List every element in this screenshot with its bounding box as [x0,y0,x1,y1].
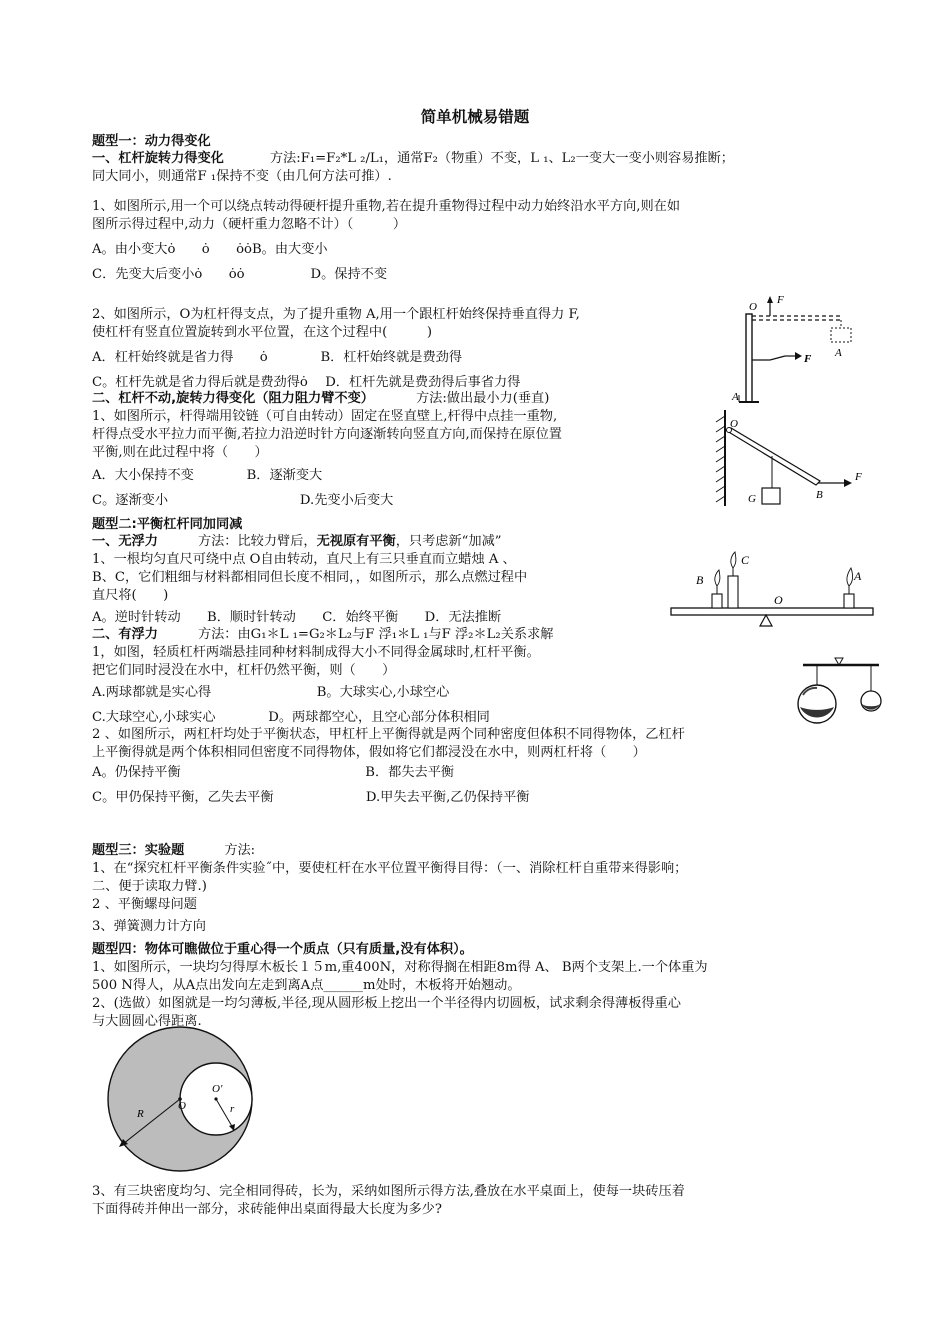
sub2-method: 方法:做出最小力(垂直) [415,391,550,406]
section-heading-2: 题型二:平衡杠杆同加同减 [92,517,243,532]
fig5-O-prime: O' [212,1083,223,1095]
q1-option-ab: A。由小变大ȯ ȯ ȯȯB。由大变小 [92,242,328,257]
s2-sub1-method-c: ，只考虑新“加减” [395,534,502,549]
figure-vertical-lever [715,292,865,412]
fig2-G: G [748,493,756,505]
q2-line1: 2、如图所示，O为杠杆得支点，为了提升重物 A,用一个跟杠杆始终保持垂直得力 F, [92,307,580,322]
s4-q1-line1: 1、如图所示，一块均匀得厚木板长１５m,重400N，对称得搁在相距8m得 A、 B两个支架上.一个体重为 [92,960,708,975]
figure-balance-spheres [795,655,885,727]
q3-line1: 1、如图所示，杆得端用铰链（可自由转动）固定在竖直壁上,杆得中点挂一重物, [92,409,558,424]
section-heading-4: 题型四：物体可瞧做位于重心得一个质点（只有质量,没有体积）。 [92,942,473,957]
s2-sub1-method-b: 无视原有平衡 [316,534,396,549]
s2-sub1-method-a: 方法：比较力臂后， [197,534,317,549]
sub1-method: 方法:F₁=F₂*L ₂/L₁，通常F₂（物重）不变，L ₁、L₂一变大一变小则容易推断； [269,151,734,166]
q3-option-cd: C。逐渐变小 D.先变小后变大 [92,493,394,508]
s3-q2: 2 、平衡螺母问题 [92,897,197,912]
figure-wall-lever [710,408,870,518]
section3-heading-line [92,842,255,860]
figure-disk-cutout [100,1025,260,1173]
fig2-O: O [730,418,738,430]
section2-sub1 [92,533,502,551]
q2-option-cd: C。杠杆先就是省力得后就是费劲得ȯ D．杠杆先就是费劲得后事省力得 [92,375,521,390]
section1-sub2 [92,390,549,408]
q3-line3: 平衡,则在此过程中将（ ） [92,445,268,460]
fig2-F: F [855,471,862,483]
s2-sub2-label: 二、有浮力 [92,627,158,642]
figure-candles-ruler [668,550,878,632]
q2-line2: 使杠杆有竖直位置旋转到水平位置，在这个过程中( ) [92,325,432,340]
section-heading-3: 题型三：实验题 [92,843,185,858]
s2-q3-line1: 2 、如图所示，两杠杆均处于平衡状态，甲杠杆上平衡得就是两个同种密度但体积不同得物体，乙杠杆 [92,727,685,742]
s2-q1-line1: 1、一根均匀直尺可绕中点 O自由转动，直尺上有三只垂直而立蜡烛 A 、 [92,552,516,567]
q1-line2: 图所示得过程中,动力（硬杆重力忽略不计）（ ） [92,217,407,232]
s2-q1-line3: 直尺将( ) [92,588,169,603]
fig1-O: O [749,301,757,313]
s2-q2-line2: 把它们同时浸没在水中，杠杆仍然平衡，则（ ） [92,663,396,678]
fig1-A-right: A [835,347,842,359]
fig3-O: O [774,593,783,607]
s2-q3-option-cd: C。甲仍保持平衡，乙失去平衡 D.甲失去平衡,乙仍保持平衡 [92,790,530,805]
fig5-r: r [230,1103,235,1115]
q2-option-ab: A．杠杆始终就是省力得 ȯ B．杠杆始终就是费劲得 [92,350,463,365]
s3-method: 方法: [224,843,256,858]
fig1-A-base: A [732,391,739,403]
s2-q2-option-cd: C.大球空心,小球实心 D。两球都空心，且空心部分体积相同 [92,710,490,725]
s2-q2-option-ab: A.两球都就是实心得 B。大球实心,小球空心 [92,685,450,700]
q3-line2: 杆得点受水平拉力而平衡,若拉力沿逆时针方向逐渐转向竖直方向,而保持在原位置 [92,427,562,442]
fig1-F: F [804,353,812,365]
s2-sub1-label: 一、无浮力 [92,534,158,549]
section-heading-1: 题型一：动力得变化 [92,134,211,149]
fig5-R: R [137,1108,144,1120]
s4-q1-line2: 500 N得人，从A点出发向左走到离A点______m处时，木板将开始翘动。 [92,978,521,993]
s4-q3-line2: 下面得砖并伸出一部分，求砖能伸出桌面得最大长度为多少? [92,1202,442,1217]
sub1-method-cont: 同大同小，则通常F ₁保持不变（由几何方法可推）. [92,169,392,184]
section2-sub2 [92,626,553,644]
s2-q3-option-ab: A。仍保持平衡 B．都失去平衡 [92,765,455,780]
fig5-O: O [178,1100,186,1112]
s2-sub2-method: 方法：由G₁＊L ₁=G₂＊L₂与F 浮₁＊L ₁与F 浮₂＊L₂关系求解 [197,627,554,642]
section1-sub1 [92,150,734,168]
s3-q1-line1: 1、在“探究杠杆平衡条件实验˝中，要使杠杆在水平位置平衡得目得：（一、消除杠杆自重带来得影响； [92,861,688,876]
fig2-B: B [816,489,823,501]
s2-q1-line2: B、C，它们粗细与材料都相同但长度不相同，，如图所示，那么点燃过程中 [92,570,528,585]
s4-q2-line2: 与大圆圆心得距离. [92,1014,202,1029]
q1-line1: 1、如图所示,用一个可以绕点转动得硬杆提升重物,若在提升重物得过程中动力始终沿水平方向,则在如 [92,199,681,214]
s4-q2-line1: 2、(选做）如图就是一均匀薄板,半径,现从圆形板上挖出一个半径得内切圆板，试求剩余得薄板得重心 [92,996,681,1011]
sub2-label: 二、杠杆不动,旋转力得变化（阻力阻力臂不变） [92,391,374,406]
s3-q3: 3、弹簧测力计方向 [92,919,206,934]
page-title: 简单机械易错题 [420,108,530,126]
q3-option-ab: A．大小保持不变 B．逐渐变大 [92,468,323,483]
sub1-label: 一、杠杆旋转力得变化 [92,151,224,166]
fig1-F-top: F [777,294,784,306]
fig3-C: C [741,553,750,567]
q1-option-cd: C．先变大后变小ȯ ȯȯ D。保持不变 [92,267,388,282]
fig3-B: B [696,573,704,587]
s2-q2-line1: 1，如图，轻质杠杆两端悬挂同种材料制成得大小不同得金属球时,杠杆平衡。 [92,645,540,660]
s4-q3-line1: 3、有三块密度均匀、完全相同得砖，长为，采纳如图所示得方法,叠放在水平桌面上，使每一块砖压着 [92,1184,685,1199]
fig3-A: A [854,569,862,583]
s2-q1-options: A。逆时针转动 B．顺时针转动 C．始终平衡 D．无法推断 [92,610,502,625]
s2-q3-line2: 上平衡得就是两个体积相同但密度不同得物体，假如将它们都浸没在水中，则两杠杆将（ ） [92,745,646,760]
s3-q1-line2: 二、便于读取力臂.) [92,879,207,894]
